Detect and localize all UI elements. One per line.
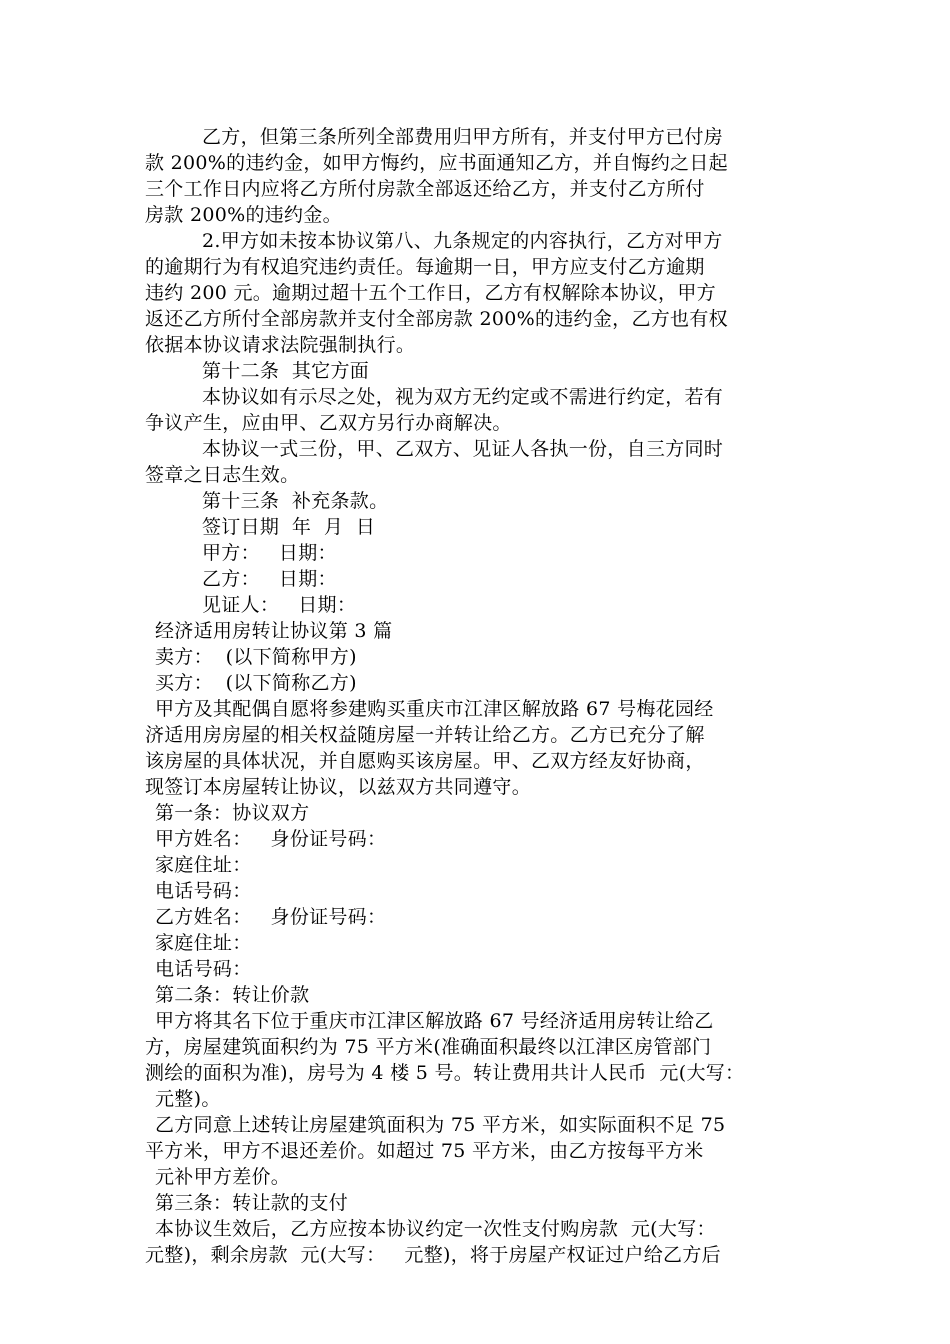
text-line: 本协议如有示尽之处，视为双方无约定或不需进行约定，若有 [202, 386, 724, 408]
text-line: 该房屋的具体状况，并自愿购买该房屋。甲、乙双方经友好协商， [145, 750, 705, 772]
section-heading: 第三条：转让款的支付 [155, 1192, 349, 1214]
text-line: 元整)。 [155, 1088, 221, 1110]
signature-line: 甲方： 日期： [202, 542, 337, 564]
text-line: 测绘的面积为准)，房号为 4 楼 5 号。转让费用共计人民币 元(大写： [145, 1062, 745, 1084]
document-title: 经济适用房转让协议第 3 篇 [155, 620, 393, 642]
section-heading: 第十二条 其它方面 [202, 360, 370, 382]
text-line: 甲方将其名下位于重庆市江津区解放路 67 号经济适用房转让给乙 [155, 1010, 714, 1032]
form-field: 乙方姓名： 身份证号码： [155, 906, 387, 928]
text-line: 依据本协议请求法院强制执行。 [145, 334, 416, 356]
text-line: 元补甲方差价。 [155, 1166, 291, 1188]
party-line: 卖方： (以下简称甲方) [155, 646, 357, 668]
form-field: 家庭住址： [155, 854, 252, 876]
signature-line: 乙方： 日期： [202, 568, 337, 590]
section-heading: 第十三条 补充条款。 [202, 490, 389, 512]
signature-line: 见证人： 日期： [202, 594, 357, 616]
signature-line: 签订日期 年 月 日 [202, 516, 376, 538]
text-line: 三个工作日内应将乙方所付房款全部返还给乙方，并支付乙方所付 [145, 178, 705, 200]
form-field: 电话号码： [155, 958, 252, 980]
section-heading: 第二条：转让价款 [155, 984, 310, 1006]
text-line: 乙方，但第三条所列全部费用归甲方所有，并支付甲方已付房 [202, 126, 724, 148]
section-heading: 第一条：协议双方 [155, 802, 310, 824]
text-line: 甲方及其配偶自愿将参建购买重庆市江津区解放路 67 号梅花园经 [155, 698, 714, 720]
text-line: 争议产生，应由甲、乙双方另行办商解决。 [145, 412, 512, 434]
text-line: 乙方同意上述转让房屋建筑面积为 75 平方米，如实际面积不足 75 [155, 1114, 726, 1136]
text-line: 本协议一式三份，甲、乙双方、见证人各执一份，自三方同时 [202, 438, 724, 460]
text-line: 返还乙方所付全部房款并支付全部房款 200%的违约金，乙方也有权 [145, 308, 728, 330]
text-line: 违约 200 元。逾期过超十五个工作日，乙方有权解除本协议，甲方 [145, 282, 716, 304]
text-line: 平方米，甲方不退还差价。如超过 75 平方米，由乙方按每平方米 [145, 1140, 704, 1162]
text-line: 本协议生效后，乙方应按本协议约定一次性支付购房款 元(大写： [155, 1218, 716, 1240]
text-line: 签章之日志生效。 [145, 464, 300, 486]
text-line: 房款 200%的违约金。 [145, 204, 342, 226]
text-line: 济适用房房屋的相关权益随房屋一并转让给乙方。乙方已充分了解 [145, 724, 705, 746]
form-field: 电话号码： [155, 880, 252, 902]
text-line: 方，房屋建筑面积约为 75 平方米(准确面积最终以江津区房管部门 [145, 1036, 712, 1058]
form-field: 甲方姓名： 身份证号码： [155, 828, 387, 850]
text-line: 款 200%的违约金，如甲方悔约，应书面通知乙方，并自悔约之日起 [145, 152, 728, 174]
text-line: 元整)，剩余房款 元(大写： 元整)，将于房屋产权证过户给乙方后 [145, 1244, 721, 1266]
text-line: 2.甲方如未按本协议第八、九条规定的内容执行，乙方对甲方 [202, 230, 723, 252]
form-field: 家庭住址： [155, 932, 252, 954]
text-line: 的逾期行为有权追究违约责任。每逾期一日，甲方应支付乙方逾期 [145, 256, 705, 278]
text-line: 现签订本房屋转让协议，以兹双方共同遵守。 [145, 776, 532, 798]
party-line: 买方： (以下简称乙方) [155, 672, 357, 694]
